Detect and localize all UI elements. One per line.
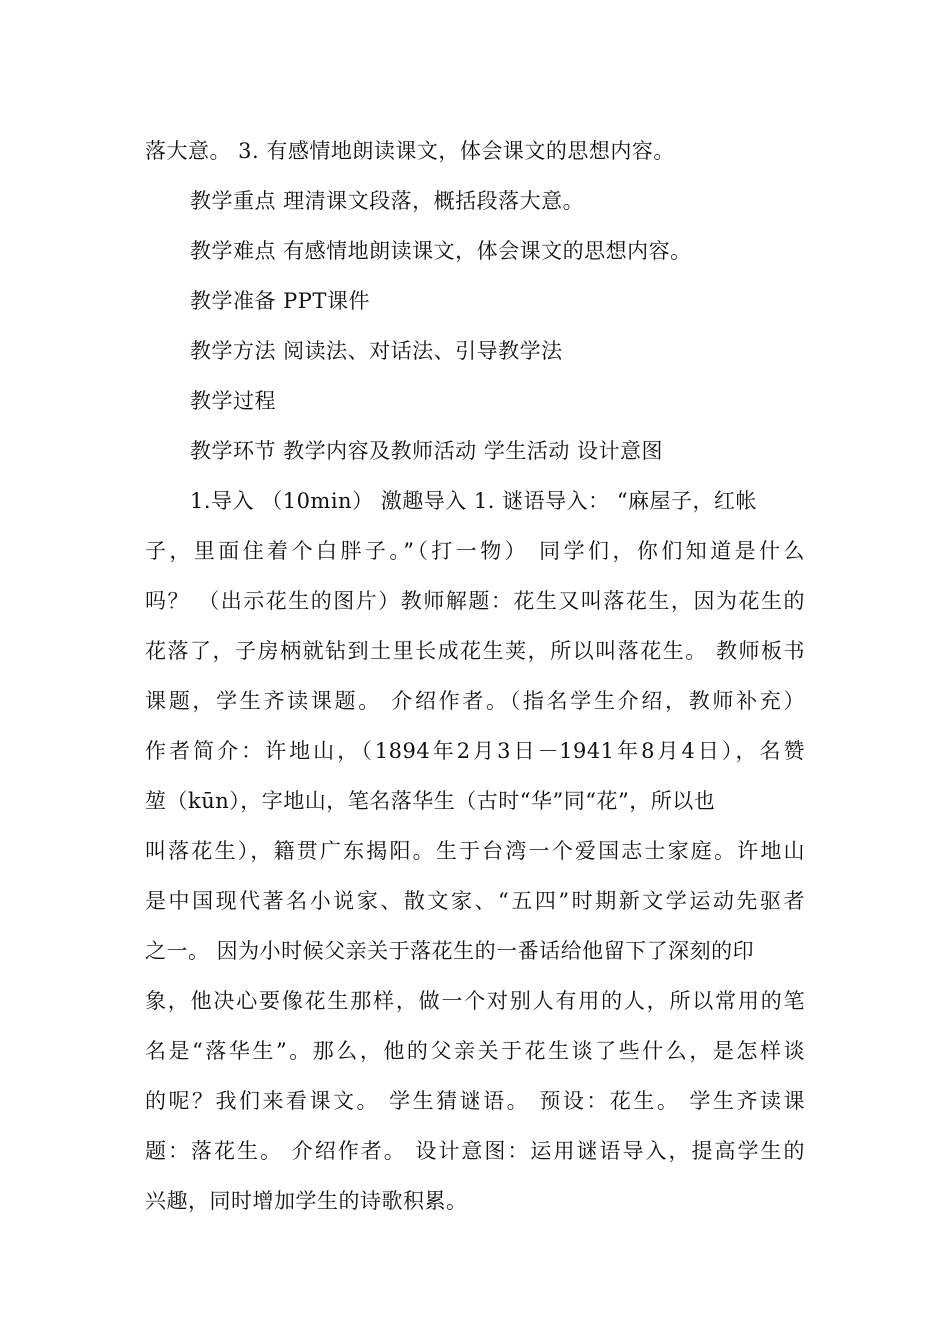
text-line-12: 课题，学生齐读课题。 介绍作者。（指名学生介绍，教师补充） (145, 689, 805, 713)
text-line-8: 1.导入 （10min） 激趣导入 1. 谜语导入： “麻屋子，红帐 (190, 489, 758, 513)
text-line-16: 是中国现代著名小说家、散文家、“五四”时期新文学运动先驱者 (145, 889, 805, 913)
text-line-20: 的呢？我们来看课文。 学生猜谜语。 预设：花生。 学生齐读课 (145, 1089, 805, 1113)
text-line-17: 之一。 因为小时候父亲关于落花生的一番话给他留下了深刻的印 (145, 939, 755, 963)
text-line-4: 教学准备 PPT课件 (190, 289, 370, 313)
special-character: 堃 (145, 789, 167, 813)
text-line-19: 名是“落华生”。那么，他的父亲关于花生谈了些什么，是怎样谈 (145, 1039, 805, 1063)
text-line-14-rest: （kūn），字地山，笔名落华生（古时“华”同“花”，所以也 (166, 789, 716, 813)
text-line-9: 子，里面住着个白胖子。”（打一物） 同学们，你们知道是什么 (145, 539, 805, 563)
text-line-1: 落大意。 3. 有感情地朗读课文，体会课文的思想内容。 (145, 139, 675, 163)
text-line-18: 象，他决心要像花生那样，做一个对别人有用的人，所以常用的笔 (145, 989, 805, 1013)
text-line-22: 兴趣，同时增加学生的诗歌积累。 (145, 1189, 468, 1213)
text-line-7: 教学环节 教学内容及教师活动 学生活动 设计意图 (190, 439, 664, 463)
text-line-10: 吗？ （出示花生的图片）教师解题：花生又叫落花生，因为花生的 (145, 589, 805, 613)
text-line-2: 教学重点 理清课文段落，概括段落大意。 (190, 189, 585, 213)
text-line-14 (145, 787, 715, 815)
text-line-6: 教学过程 (190, 389, 276, 413)
text-line-5: 教学方法 阅读法、对话法、引导教学法 (190, 339, 563, 363)
text-line-3: 教学难点 有感情地朗读课文，体会课文的思想内容。 (190, 239, 692, 263)
text-line-11: 花落了，子房柄就钻到土里长成花生荚，所以叫落花生。 教师板书 (145, 639, 805, 663)
text-line-21: 题：落花生。 介绍作者。 设计意图：运用谜语导入，提高学生的 (145, 1139, 805, 1163)
text-line-13: 作者简介：许地山，（1894年2月3日－1941年8月4日），名赞 (145, 739, 805, 763)
text-line-15: 叫落花生），籍贯广东揭阳。生于台湾一个爱国志士家庭。许地山 (145, 839, 805, 863)
